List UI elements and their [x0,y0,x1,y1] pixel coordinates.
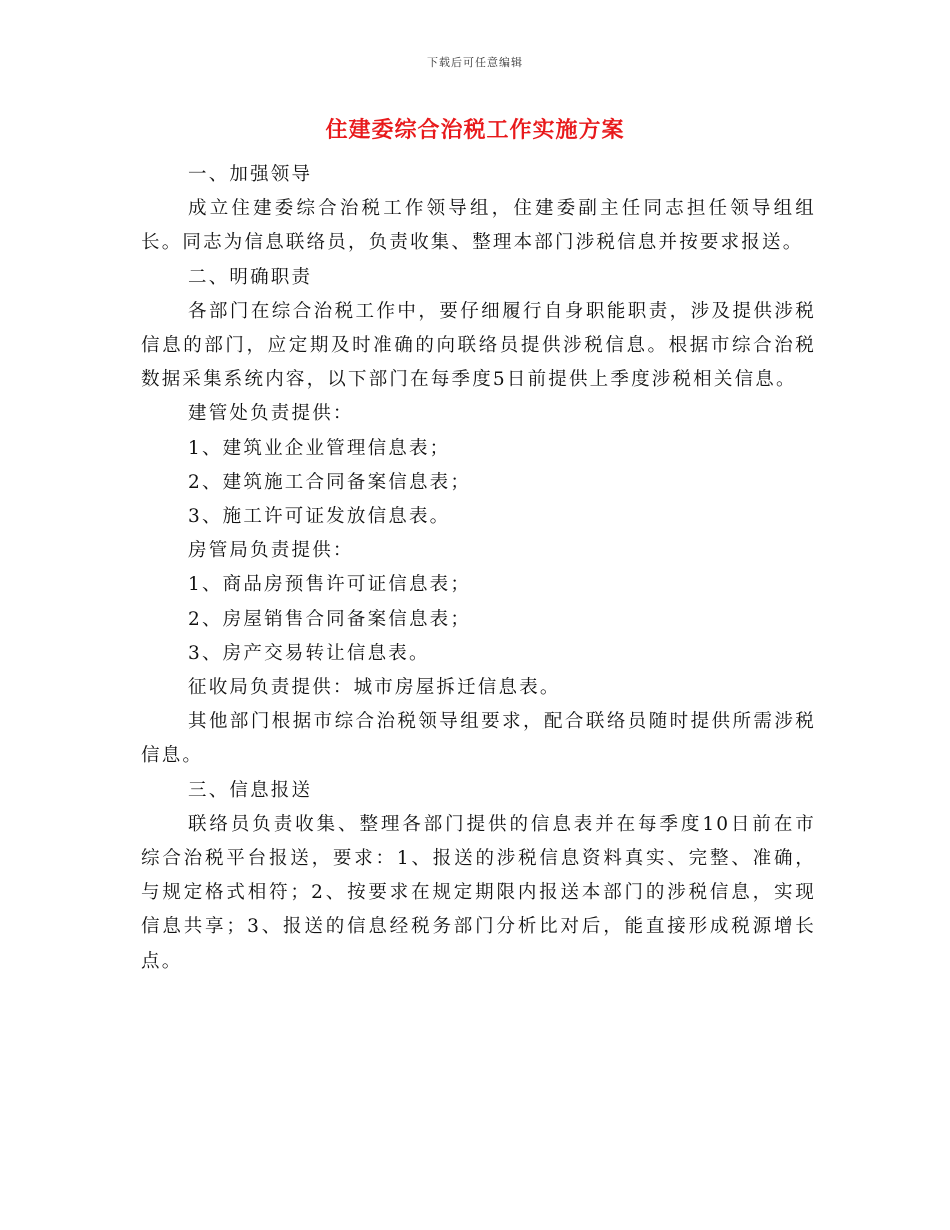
document-title: 住建委综合治税工作实施方案 [325,118,625,143]
section-heading-3: 三、信息报送 [188,779,313,801]
list-item: 1、商品房预售许可证信息表； [188,574,472,596]
list-item: 2、建筑施工合同备案信息表； [188,471,472,493]
header-note: 下载后可任意编辑 [427,56,523,69]
paragraph: 房管局负责提供： [188,540,354,562]
list-item: 3、施工许可证发放信息表。 [188,506,451,528]
section-heading-2: 二、明确职责 [188,266,313,288]
section-heading-1: 一、加强领导 [188,164,313,185]
list-item: 1、建筑业企业管理信息表； [188,437,451,459]
paragraph: 联络员负责收集、整理各部门提供的信息表并在每季度10日前在市综合治税平台报送，要求：1、报送的涉税信息资料真实、完整、准确，与规定格式相符；2、按要求在规定期限内报送本部门的涉税信息，实现信息共享；3、报送的信息经税务部门分析比对后，能直接形成税源增长点。 [141,813,816,972]
document-body [141,158,816,979]
paragraph: 各部门在综合治税工作中，要仔细履行自身职能职责，涉及提供涉税信息的部门，应定期及时准确的向联络员提供涉税信息。根据市综合治税数据采集系统内容，以下部门在每季度5日前提供上季度涉税相关信息。 [141,300,816,391]
list-item: 3、房产交易转让信息表。 [188,642,430,664]
paragraph: 建管处负责提供： [188,403,354,425]
paragraph: 其他部门根据市综合治税领导组要求，配合联络员随时提供所需涉税信息。 [141,711,816,767]
list-item: 2、房屋销售合同备案信息表； [188,608,472,630]
paragraph: 成立住建委综合治税工作领导组，住建委副主任同志担任领导组组长。同志为信息联络员，负责收集、整理本部门涉税信息并按要求报送。 [141,198,816,254]
paragraph: 征收局负责提供：城市房屋拆迁信息表。 [188,677,561,699]
